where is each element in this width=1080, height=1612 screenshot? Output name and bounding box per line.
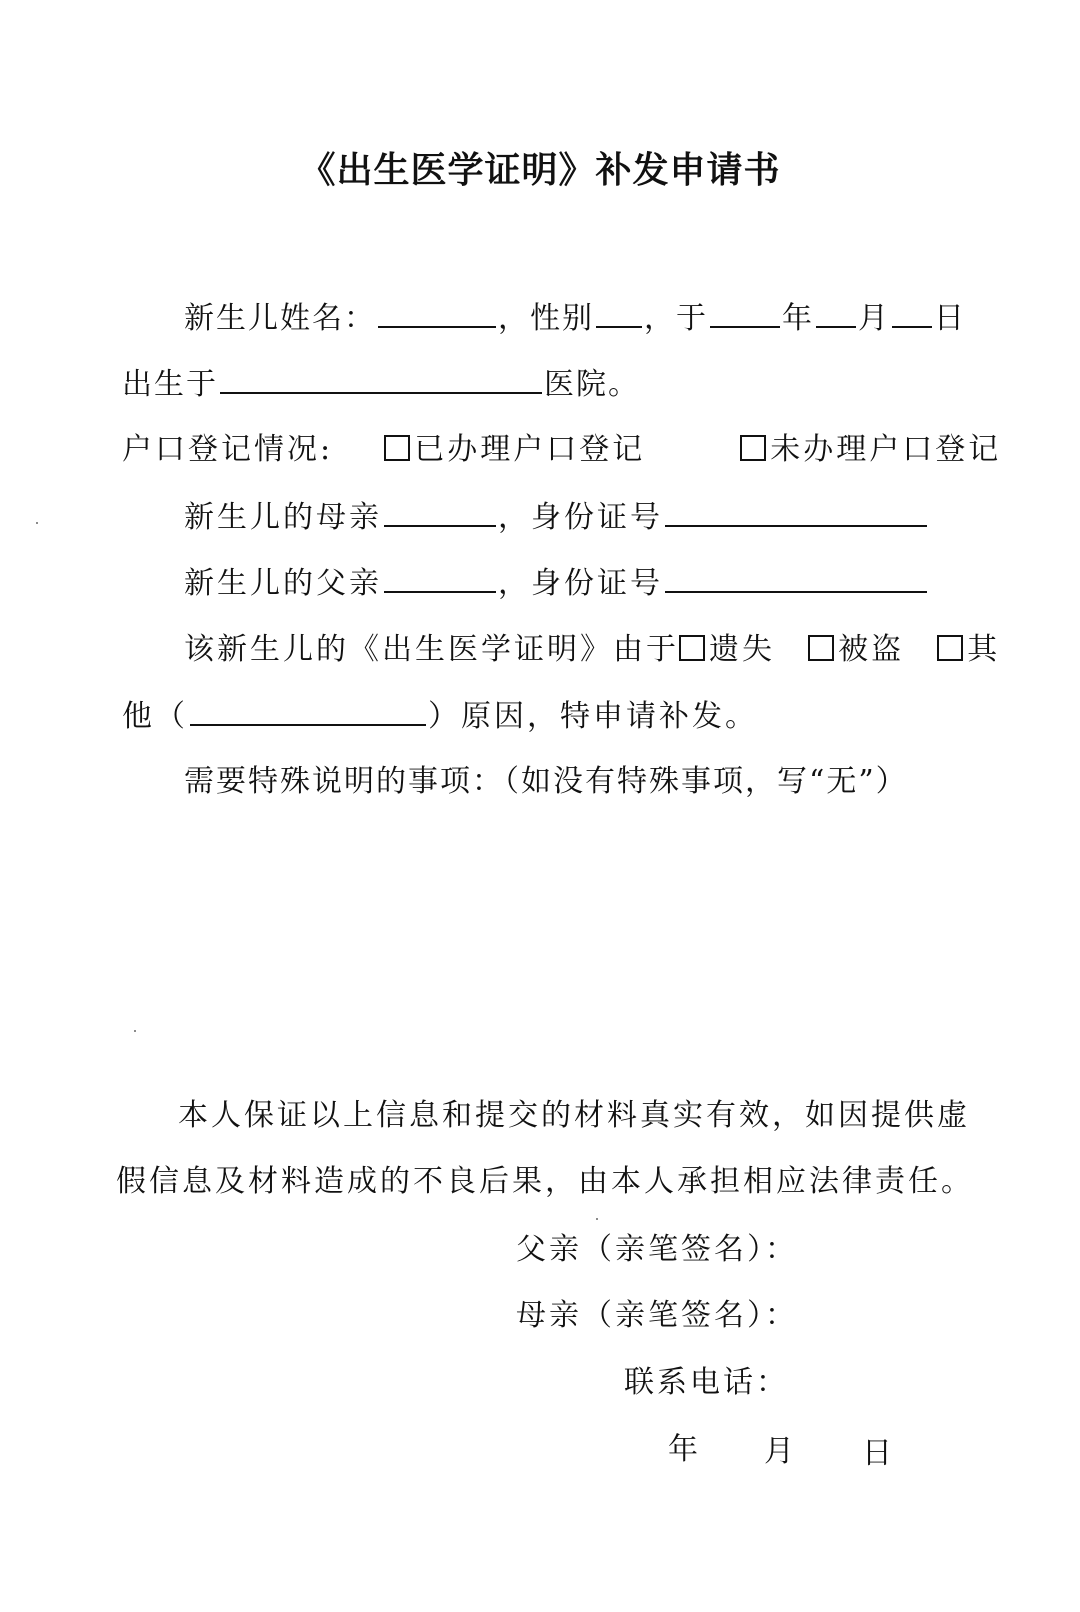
father-id-label: ，身份证号: [498, 566, 663, 601]
other-label-first: 其: [967, 632, 1001, 667]
hospital-field[interactable]: [220, 364, 542, 394]
birth-year-field[interactable]: [710, 298, 780, 328]
special-note: 需要特殊说明的事项：（如没有特殊事项，写“无”）: [184, 764, 908, 799]
scan-speck: [596, 1218, 598, 1220]
other-checkbox[interactable]: [937, 635, 963, 661]
other-label-second: 他: [122, 699, 155, 734]
father-line: [184, 563, 929, 604]
father-id-field[interactable]: [665, 563, 927, 593]
hukou-done-label: 已办理户口登记: [414, 432, 646, 467]
lost-label: 遗失: [709, 632, 775, 667]
hospital-line: [122, 364, 640, 405]
born-on-label: ，于: [644, 301, 708, 336]
father-name-field[interactable]: [384, 563, 496, 593]
other-reason-field[interactable]: [190, 696, 426, 726]
mother-name-field[interactable]: [384, 497, 496, 527]
hukou-line: [122, 430, 1001, 470]
mother-id-label: ，身份证号: [498, 500, 663, 535]
sex-label: ，性别: [498, 301, 594, 336]
reason-line-2: [122, 696, 758, 737]
reason-line: [184, 630, 1000, 670]
day-label: 日: [934, 301, 966, 336]
mother-signature-label: 母亲（亲笔签名）：: [516, 1298, 798, 1333]
hukou-label: 户口登记情况:: [122, 432, 334, 467]
sex-field[interactable]: [596, 298, 642, 328]
stolen-label: 被盗: [838, 632, 905, 667]
close-paren: ）: [428, 699, 461, 734]
hukou-done-checkbox[interactable]: [384, 435, 410, 461]
birth-day-field[interactable]: [892, 298, 932, 328]
newborn-name-label: 新生儿姓名：: [184, 301, 376, 336]
month-label: 月: [858, 301, 890, 336]
mother-id-field[interactable]: [665, 497, 927, 527]
father-signature-label: 父亲（亲笔签名）：: [516, 1232, 798, 1267]
mother-label: 新生儿的母亲: [184, 500, 382, 535]
year-label: 年: [782, 301, 814, 336]
newborn-info-line: [184, 298, 966, 339]
scan-speck: [134, 1030, 136, 1032]
guarantee-line-2: 假信息及材料造成的不良后果，由本人承担相应法律责任。: [116, 1164, 974, 1199]
hukou-not-done-checkbox[interactable]: [740, 435, 766, 461]
date-day-label: 日: [862, 1436, 892, 1471]
hukou-not-done-label: 未办理户口登记: [770, 432, 1002, 467]
date-month-label: 月: [764, 1434, 794, 1469]
stolen-checkbox[interactable]: [808, 635, 834, 661]
born-at-label: 出生于: [122, 367, 218, 402]
scan-speck: [36, 522, 38, 524]
phone-label: 联系电话：: [624, 1365, 789, 1400]
guarantee-line-1: 本人保证以上信息和提交的材料真实有效，如因提供虚: [178, 1098, 970, 1133]
reason-prefix: 该新生儿的《出生医学证明》由于: [184, 632, 679, 667]
reason-suffix: 原因，特申请补发。: [461, 699, 758, 734]
hospital-label: 医院。: [544, 367, 640, 402]
birth-month-field[interactable]: [816, 298, 856, 328]
page-title: 《出生医学证明》补发申请书: [299, 150, 781, 191]
father-label: 新生儿的父亲: [184, 566, 382, 601]
mother-line: [184, 497, 929, 538]
newborn-name-field[interactable]: [378, 298, 496, 328]
open-paren: （: [155, 699, 188, 734]
lost-checkbox[interactable]: [679, 635, 705, 661]
date-year-label: 年: [668, 1432, 698, 1467]
